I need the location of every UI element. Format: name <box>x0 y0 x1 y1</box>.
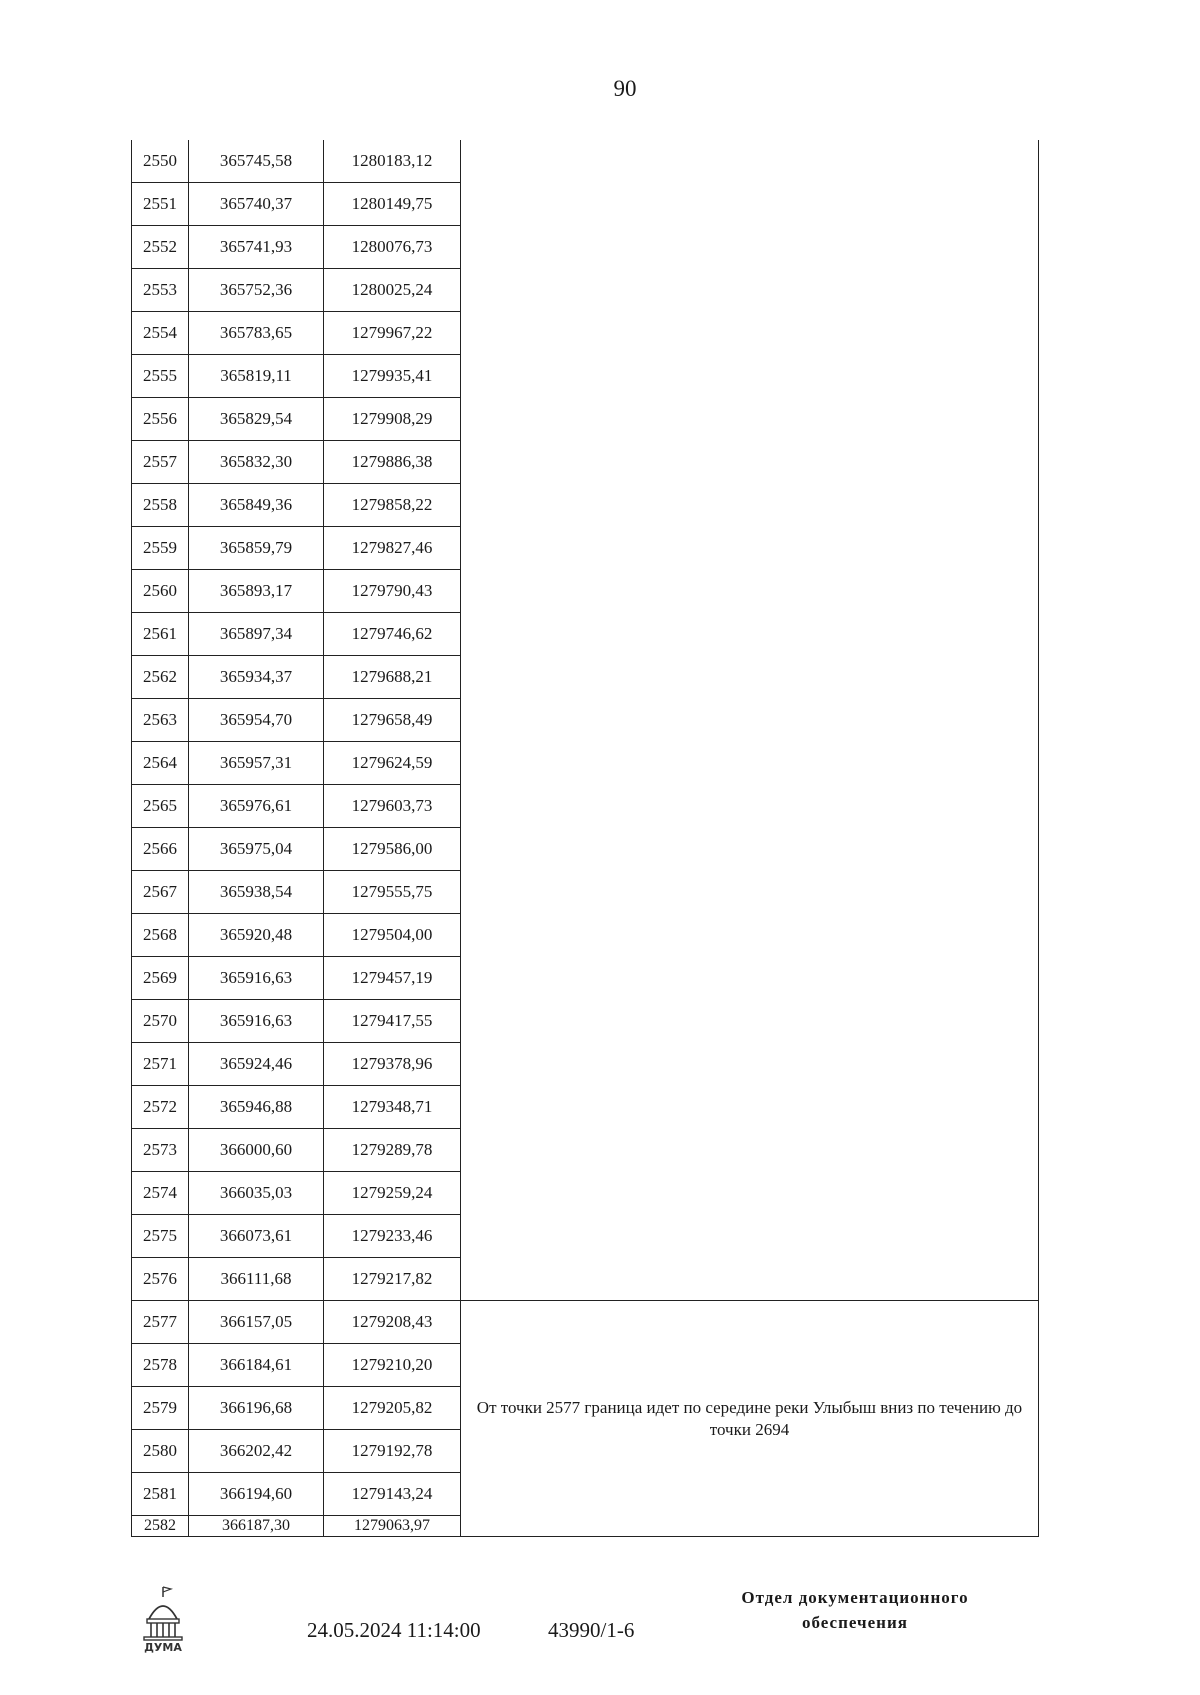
y-coordinate-cell: 1279504,00 <box>324 914 461 957</box>
x-coordinate-cell: 366187,30 <box>189 1516 324 1537</box>
point-number-cell: 2571 <box>132 1043 189 1086</box>
x-coordinate-cell: 365829,54 <box>189 398 324 441</box>
point-number-cell: 2577 <box>132 1301 189 1344</box>
y-coordinate-cell: 1280149,75 <box>324 183 461 226</box>
y-coordinate-cell: 1279210,20 <box>324 1344 461 1387</box>
x-coordinate-cell: 366035,03 <box>189 1172 324 1215</box>
page-footer <box>0 1585 1200 1675</box>
point-number-cell: 2570 <box>132 1000 189 1043</box>
point-number-cell: 2576 <box>132 1258 189 1301</box>
stamp-line-2: обеспечения <box>802 1613 908 1632</box>
point-number-cell: 2564 <box>132 742 189 785</box>
x-coordinate-cell: 365819,11 <box>189 355 324 398</box>
point-number-cell: 2561 <box>132 613 189 656</box>
x-coordinate-cell: 365859,79 <box>189 527 324 570</box>
y-coordinate-cell: 1279746,62 <box>324 613 461 656</box>
point-number-cell: 2582 <box>132 1516 189 1537</box>
y-coordinate-cell: 1279967,22 <box>324 312 461 355</box>
point-number-cell: 2575 <box>132 1215 189 1258</box>
coordinates-table <box>131 140 1039 1537</box>
x-coordinate-cell: 365920,48 <box>189 914 324 957</box>
x-coordinate-cell: 365752,36 <box>189 269 324 312</box>
y-coordinate-cell: 1279259,24 <box>324 1172 461 1215</box>
x-coordinate-cell: 365741,93 <box>189 226 324 269</box>
y-coordinate-cell: 1279063,97 <box>324 1516 461 1537</box>
y-coordinate-cell: 1279217,82 <box>324 1258 461 1301</box>
point-number-cell: 2569 <box>132 957 189 1000</box>
point-number-cell: 2556 <box>132 398 189 441</box>
y-coordinate-cell: 1279555,75 <box>324 871 461 914</box>
y-coordinate-cell: 1279208,43 <box>324 1301 461 1344</box>
x-coordinate-cell: 365745,58 <box>189 140 324 183</box>
x-coordinate-cell: 365893,17 <box>189 570 324 613</box>
x-coordinate-cell: 365916,63 <box>189 1000 324 1043</box>
point-number-cell: 2559 <box>132 527 189 570</box>
x-coordinate-cell: 366000,60 <box>189 1129 324 1172</box>
point-number-cell: 2579 <box>132 1387 189 1430</box>
empty-description-cell <box>461 140 1039 1301</box>
x-coordinate-cell: 366157,05 <box>189 1301 324 1344</box>
x-coordinate-cell: 365740,37 <box>189 183 324 226</box>
y-coordinate-cell: 1279417,55 <box>324 1000 461 1043</box>
y-coordinate-cell: 1279935,41 <box>324 355 461 398</box>
coordinates-table-body <box>132 140 1039 1537</box>
point-number-cell: 2554 <box>132 312 189 355</box>
y-coordinate-cell: 1280076,73 <box>324 226 461 269</box>
stamp-line-1: Отдел документационного <box>741 1588 969 1607</box>
y-coordinate-cell: 1279858,22 <box>324 484 461 527</box>
point-number-cell: 2558 <box>132 484 189 527</box>
point-number-cell: 2578 <box>132 1344 189 1387</box>
x-coordinate-cell: 365849,36 <box>189 484 324 527</box>
x-coordinate-cell: 365783,65 <box>189 312 324 355</box>
timestamp: 24.05.2024 11:14:00 <box>307 1618 481 1642</box>
coordinates-table-container <box>131 140 1039 1558</box>
x-coordinate-cell: 366202,42 <box>189 1430 324 1473</box>
y-coordinate-cell: 1279457,19 <box>324 957 461 1000</box>
y-coordinate-cell: 1279658,49 <box>324 699 461 742</box>
x-coordinate-cell: 365832,30 <box>189 441 324 484</box>
y-coordinate-cell: 1279192,78 <box>324 1430 461 1473</box>
x-coordinate-cell: 365975,04 <box>189 828 324 871</box>
table-row <box>132 140 1039 183</box>
x-coordinate-cell: 365938,54 <box>189 871 324 914</box>
x-coordinate-cell: 365946,88 <box>189 1086 324 1129</box>
y-coordinate-cell: 1279908,29 <box>324 398 461 441</box>
point-number-cell: 2580 <box>132 1430 189 1473</box>
x-coordinate-cell: 365924,46 <box>189 1043 324 1086</box>
y-coordinate-cell: 1279688,21 <box>324 656 461 699</box>
point-number-cell: 2581 <box>132 1473 189 1516</box>
point-number-cell: 2553 <box>132 269 189 312</box>
point-number-cell: 2550 <box>132 140 189 183</box>
x-coordinate-cell: 365897,34 <box>189 613 324 656</box>
point-number-cell: 2567 <box>132 871 189 914</box>
department-stamp <box>705 1585 1005 1635</box>
y-coordinate-cell: 1280183,12 <box>324 140 461 183</box>
point-number-cell: 2565 <box>132 785 189 828</box>
duma-logo-icon <box>139 1585 199 1655</box>
y-coordinate-cell: 1279790,43 <box>324 570 461 613</box>
point-number-cell: 2562 <box>132 656 189 699</box>
y-coordinate-cell: 1279603,73 <box>324 785 461 828</box>
y-coordinate-cell: 1279586,00 <box>324 828 461 871</box>
point-number-cell: 2568 <box>132 914 189 957</box>
point-number-cell: 2557 <box>132 441 189 484</box>
point-number-cell: 2563 <box>132 699 189 742</box>
x-coordinate-cell: 365954,70 <box>189 699 324 742</box>
point-number-cell: 2574 <box>132 1172 189 1215</box>
y-coordinate-cell: 1279143,24 <box>324 1473 461 1516</box>
x-coordinate-cell: 366073,61 <box>189 1215 324 1258</box>
y-coordinate-cell: 1279886,38 <box>324 441 461 484</box>
page-number: 90 <box>613 76 637 101</box>
point-number-cell: 2572 <box>132 1086 189 1129</box>
point-number-cell: 2551 <box>132 183 189 226</box>
x-coordinate-cell: 366194,60 <box>189 1473 324 1516</box>
y-coordinate-cell: 1279348,71 <box>324 1086 461 1129</box>
logo-text: ДУМА <box>144 1641 182 1654</box>
x-coordinate-cell: 365957,31 <box>189 742 324 785</box>
point-number-cell: 2573 <box>132 1129 189 1172</box>
point-number-cell: 2560 <box>132 570 189 613</box>
y-coordinate-cell: 1279827,46 <box>324 527 461 570</box>
point-number-cell: 2566 <box>132 828 189 871</box>
document-number: 43990/1-6 <box>548 1618 635 1642</box>
y-coordinate-cell: 1279378,96 <box>324 1043 461 1086</box>
y-coordinate-cell: 1279205,82 <box>324 1387 461 1430</box>
x-coordinate-cell: 366184,61 <box>189 1344 324 1387</box>
x-coordinate-cell: 365934,37 <box>189 656 324 699</box>
point-number-cell: 2552 <box>132 226 189 269</box>
x-coordinate-cell: 366111,68 <box>189 1258 324 1301</box>
y-coordinate-cell: 1279233,46 <box>324 1215 461 1258</box>
y-coordinate-cell: 1279289,78 <box>324 1129 461 1172</box>
x-coordinate-cell: 365916,63 <box>189 957 324 1000</box>
y-coordinate-cell: 1280025,24 <box>324 269 461 312</box>
x-coordinate-cell: 366196,68 <box>189 1387 324 1430</box>
table-row <box>132 1301 1039 1344</box>
x-coordinate-cell: 365976,61 <box>189 785 324 828</box>
point-number-cell: 2555 <box>132 355 189 398</box>
boundary-description-cell: От точки 2577 граница идет по середине реки Улыбыш вниз по течению до точки 2694 <box>461 1301 1039 1537</box>
y-coordinate-cell: 1279624,59 <box>324 742 461 785</box>
